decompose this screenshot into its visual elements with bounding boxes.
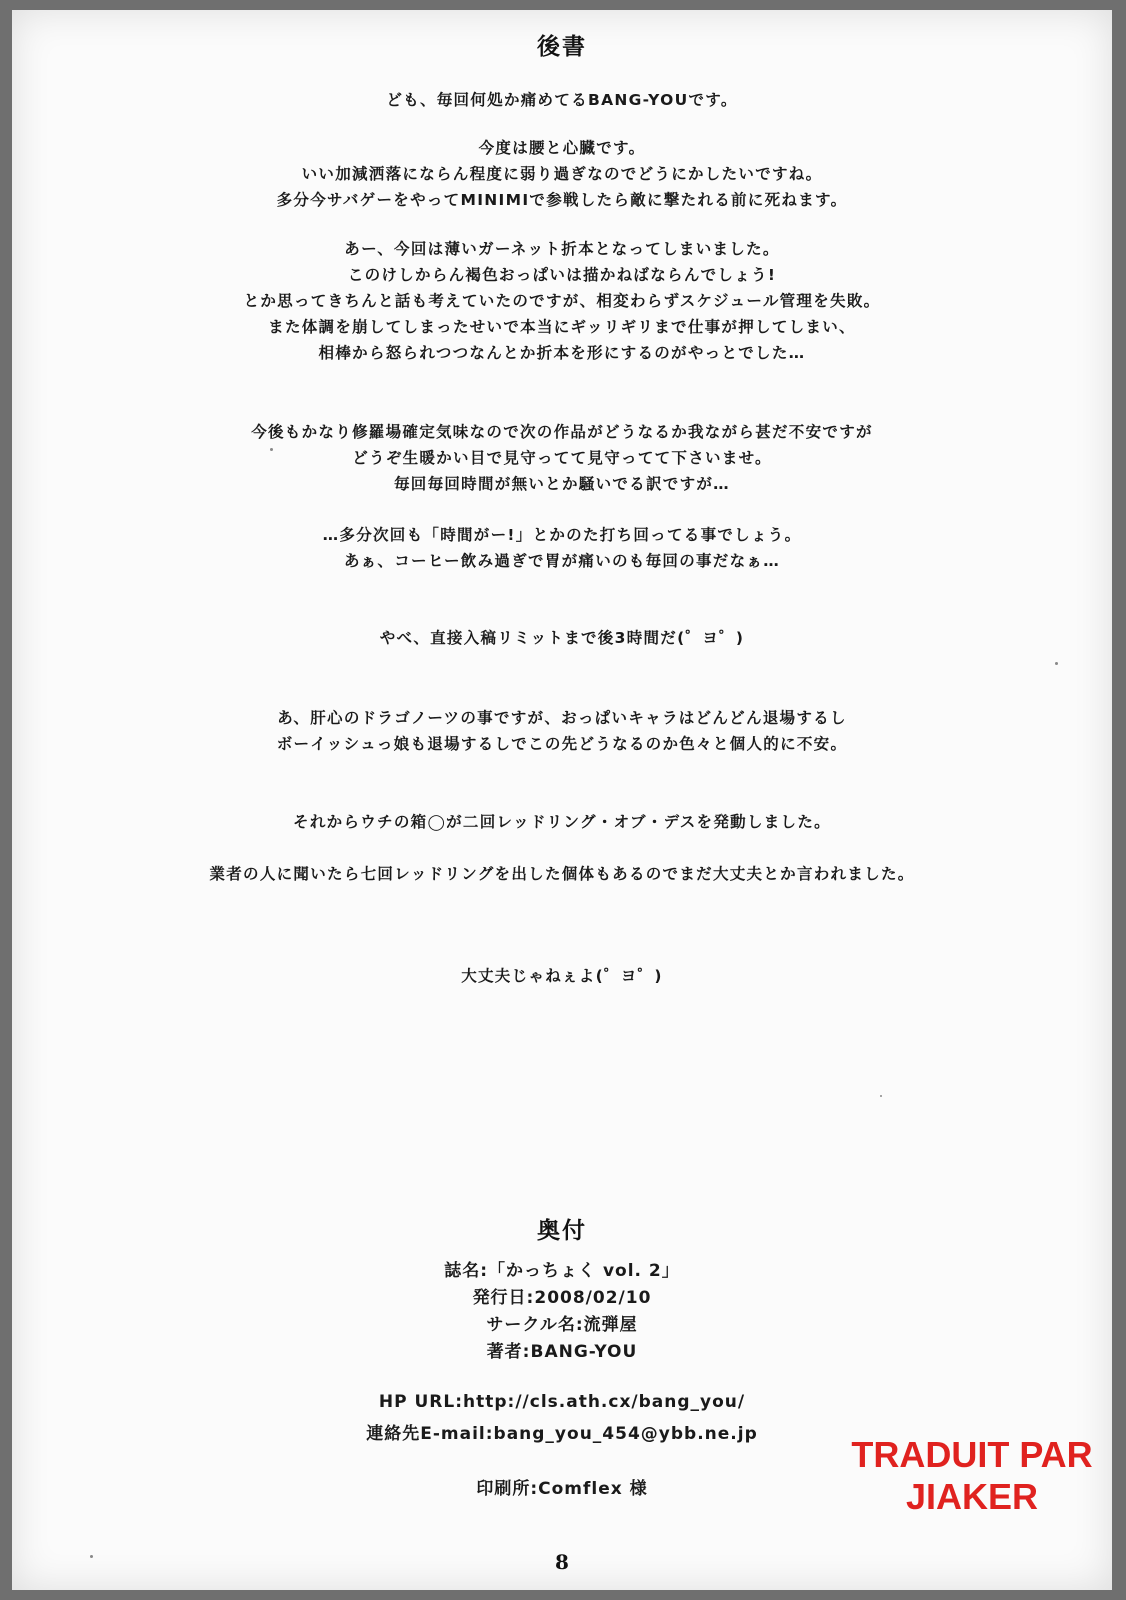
page-number: 8: [555, 1550, 569, 1574]
afterword-line: 毎回毎回時間が無いとか騒いでる訳ですが…: [393, 475, 730, 493]
afterword-line: どうぞ生暖かい目で見守ってて見守ってて下さいませ。: [352, 449, 772, 467]
afterword-line: それからウチの箱◯が二回レッドリング・オブ・デスを発動しました。: [293, 813, 831, 831]
colophon-contact-email: 連絡先E-mail:bang_you_454@ybb.ne.jp: [366, 1424, 758, 1444]
afterword-line: あぁ、コーヒー飲み過ぎで胃が痛いのも毎回の事だなぁ…: [343, 552, 781, 570]
book-page: [12, 10, 1112, 1590]
colophon-author: 著者:BANG-YOU: [486, 1342, 638, 1362]
afterword-line: やべ、直接入稿リミットまで後3時間だ(゜ヨ゜): [379, 629, 745, 647]
scan-speck: [1055, 662, 1058, 665]
afterword-line: 今後もかなり修羅場確定気味なので次の作品がどうなるか我ながら甚だ不安ですが: [251, 423, 873, 441]
scan-speck: [880, 1095, 882, 1097]
afterword-line: いい加減洒落にならん程度に弱り過ぎなのでどうにかしたいですね。: [301, 165, 823, 183]
colophon-homepage-url: HP URL:http://cls.ath.cx/bang_you/: [378, 1392, 746, 1412]
colophon-title-of-work: 誌名:「かっちょく vol. 2」: [444, 1261, 680, 1281]
afterword-title: 後書: [537, 34, 587, 60]
afterword-line: ボーイッシュっ娘も退場するしでこの先どうなるのか色々と個人的に不安。: [276, 735, 848, 753]
afterword-line: 相棒から怒られつつなんとか折本を形にするのがやっとでした…: [318, 344, 806, 362]
afterword-line: …多分次回も「時間がー!」とかのた打ち回ってる事でしょう。: [322, 526, 802, 544]
afterword-line: ども、毎回何処か痛めてるBANG-YOUです。: [386, 91, 738, 109]
afterword-line: このけしからん褐色おっぱいは描かねばならんでしょう!: [347, 266, 777, 284]
afterword-line: また体調を崩してしまったせいで本当にギッリギリまで仕事が押してしまい、: [268, 318, 856, 336]
afterword-line: とか思ってきちんと話も考えていたのですが、相変わらずスケジュール管理を失敗。: [243, 292, 881, 310]
scan-speck: [270, 448, 273, 451]
colophon-publish-date: 発行日:2008/02/10: [472, 1288, 652, 1308]
afterword-line: 多分今サバゲーをやってMINIMIで参戦したら敵に撃たれる前に死ねます。: [276, 191, 848, 209]
afterword-line: 今度は腰と心臓です。: [478, 139, 646, 157]
afterword-line: 業者の人に聞いたら七回レッドリングを出した個体もあるのでまだ大丈夫とか言われました。: [209, 865, 915, 883]
colophon-printer: 印刷所:Comflex 様: [476, 1479, 648, 1499]
colophon-title: 奥付: [537, 1218, 587, 1244]
translation-credit-line1: TRADUIT PAR: [851, 1434, 1093, 1475]
translation-credit-line2: JIAKER: [905, 1476, 1039, 1517]
scan-speck: [90, 1555, 93, 1558]
afterword-line: あー、今回は薄いガーネット折本となってしまいました。: [344, 240, 780, 258]
afterword-line: あ、肝心のドラゴノーツの事ですが、おっぱいキャラはどんどん退場するし: [277, 709, 847, 727]
colophon-circle-name: サークル名:流弾屋: [486, 1315, 638, 1335]
afterword-line: 大丈夫じゃねぇよ(゜ヨ゜): [461, 967, 663, 985]
